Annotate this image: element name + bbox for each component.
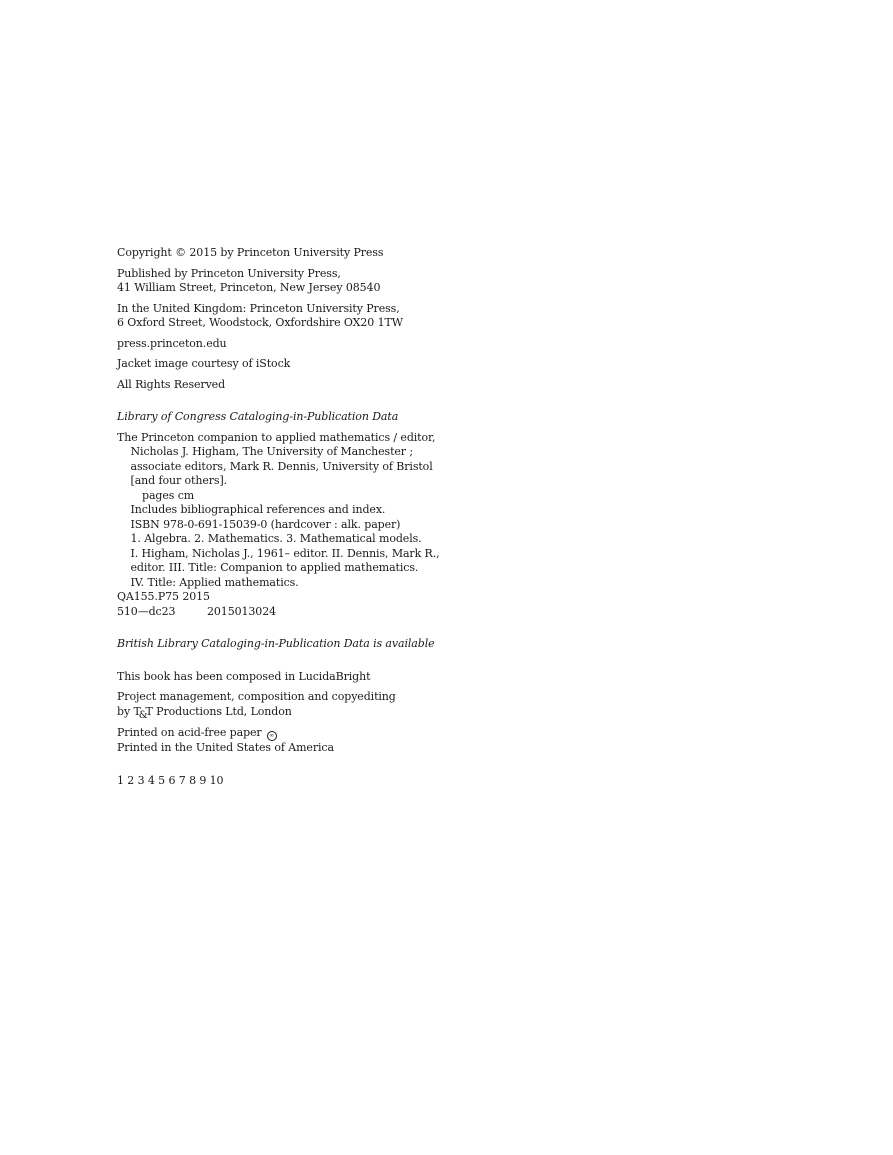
acid-free-line xyxy=(117,726,457,741)
publisher-line-2: 41 William Street, Princeton, New Jersey 08540 xyxy=(117,281,381,294)
publisher-line-1: Published by Princeton University Press, xyxy=(117,266,341,280)
cip-line: I. Higham, Nicholas J., 1961– editor. II. Dennis, Mark R., xyxy=(130,546,440,560)
cip-pages: pages cm xyxy=(142,488,195,502)
copyright-block xyxy=(117,246,457,788)
cip-class-number: QA155.P75 2015 xyxy=(117,590,210,603)
website: press.princeton.edu xyxy=(117,336,227,350)
printed-country: Printed in the United States of America xyxy=(117,741,334,754)
ampersand-glyph: & xyxy=(138,709,148,721)
project-line-2 xyxy=(117,705,457,721)
permanent-paper-icon: ∞ xyxy=(267,731,277,741)
cip-subjects: 1. Algebra. 2. Mathematics. 3. Mathematical models. xyxy=(130,532,422,545)
cip-line: Includes bibliographical references and index. xyxy=(130,503,386,516)
publisher-address xyxy=(117,267,457,296)
uk-line-1: In the United Kingdom: Princeton University Press, xyxy=(117,301,400,315)
cip-record xyxy=(117,431,457,620)
rights-line: All Rights Reserved xyxy=(117,377,226,391)
acid-free-text: Printed on acid-free paper xyxy=(117,726,262,739)
cip-lccn: 2015013024 xyxy=(207,604,276,618)
cip-isbn: ISBN 978-0-691-15039-0 (hardcover : alk. paper) xyxy=(130,517,401,531)
project-line-1: Project management, composition and copyediting xyxy=(117,690,396,703)
cip-line: editor. III. Title: Companion to applied mathematics. xyxy=(130,561,419,574)
jacket-credit: Jacket image courtesy of iStock xyxy=(117,357,291,370)
printing-line: 1 2 3 4 5 6 7 8 9 10 xyxy=(117,773,224,787)
project-rest: T Productions Ltd, London xyxy=(145,704,292,718)
cip-line: IV. Title: Applied mathematics. xyxy=(130,575,299,589)
copyright-line: Copyright © 2015 by Princeton University Press xyxy=(117,246,384,259)
cip-title-line: The Princeton companion to applied mathematics / editor, xyxy=(117,430,436,444)
project-by: by T xyxy=(117,704,141,718)
british-library-note: British Library Cataloging-in-Publication Data is available xyxy=(117,637,435,650)
loc-heading: Library of Congress Cataloging-in-Publication Data xyxy=(117,410,399,423)
cip-dewey: 510—dc23 xyxy=(117,604,176,618)
cip-line: associate editors, Mark R. Dennis, University of Bristol xyxy=(130,459,433,473)
printing-info xyxy=(117,726,457,756)
uk-address xyxy=(117,302,457,331)
cip-dewey-row xyxy=(117,605,457,620)
uk-line-2: 6 Oxford Street, Woodstock, Oxfordshire OX20 1TW xyxy=(117,316,403,329)
project-credit xyxy=(117,690,457,720)
cip-line: [and four others]. xyxy=(130,474,228,487)
typeface-note: This book has been composed in LucidaBright xyxy=(117,669,371,683)
cip-line: Nicholas J. Higham, The University of Manchester ; xyxy=(130,445,413,458)
